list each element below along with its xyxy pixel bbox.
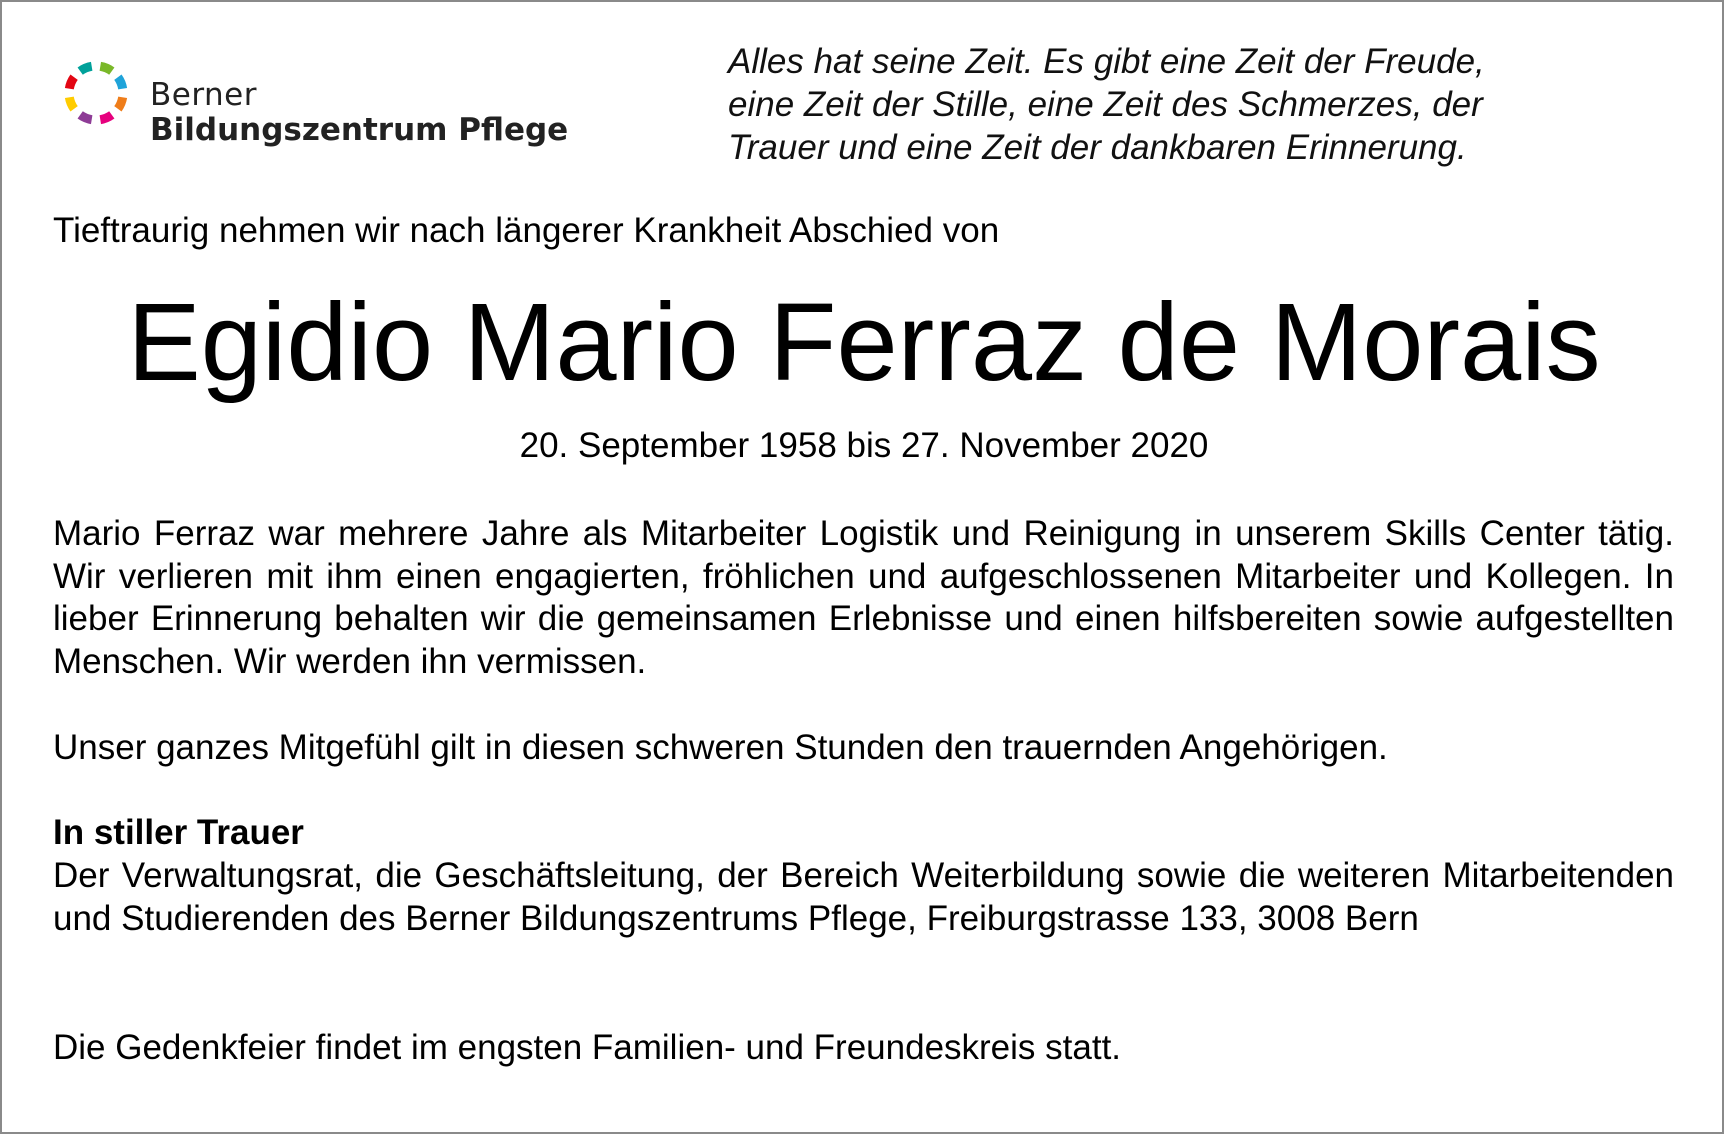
life-dates: 20. September 1958 bis 27. November 2020 [519, 426, 1209, 465]
logo-ring-segment [100, 115, 112, 120]
mourning-heading: In stiller Trauer [53, 813, 304, 852]
logo-text-institution: Bildungszentrum Pflege [150, 112, 569, 148]
motto-line: eine Zeit der Stille, eine Zeit des Schmerzes, der [728, 85, 1483, 124]
condolence-paragraph: Unser ganzes Mitgefühl gilt in diesen schweren Stunden den trauernden Angehörigen. [53, 728, 1388, 767]
logo-ring-icon [60, 57, 140, 137]
logo-ring-segment [80, 115, 92, 120]
logo-ring-segment [118, 97, 123, 109]
motto-quote [728, 40, 1628, 169]
tribute-paragraph: Mario Ferraz war mehrere Jahre als Mitarbeiter Logistik und Reinigung in unserem Skills Center tätig. Wir verlieren mit ihm einen engagierten, fröhlichen und aufgeschlossenen Mitarbeiter und Kollegen. In lieber Erinnerung behalten wir die gemeinsamen Erlebnisse und einen hilfsbereiten sowie aufgestellten Menschen. Wir werden ihn vermissen. [53, 514, 1674, 681]
motto-line: Alles hat seine Zeit. Es gibt eine Zeit der Freude, [728, 42, 1485, 81]
logo-ring-segment [118, 77, 123, 89]
logo-ring-segment [69, 97, 74, 109]
intro-text: Tieftraurig nehmen wir nach längerer Krankheit Abschied von [53, 211, 1000, 250]
logo [60, 57, 580, 152]
logo-ring-segment [80, 66, 92, 71]
logo-text-berner: Berner [150, 77, 258, 113]
memorial-note: Die Gedenkfeier findet im engsten Familien- und Freundeskreis statt. [53, 1028, 1122, 1067]
motto-line: Trauer und eine Zeit der dankbaren Erinnerung. [728, 128, 1467, 167]
logo-ring-segment [100, 66, 112, 71]
logo-ring-segment [69, 77, 74, 89]
deceased-name: Egidio Mario Ferraz de Morais [127, 281, 1601, 404]
mourning-signatories: Der Verwaltungsrat, die Geschäftsleitung, der Bereich Weiterbildung sowie die weiteren Mitarbeitenden und Studierenden des Berner Bildungszentrums Pflege, Freiburgstrasse 133, 3008 Bern [53, 856, 1674, 938]
